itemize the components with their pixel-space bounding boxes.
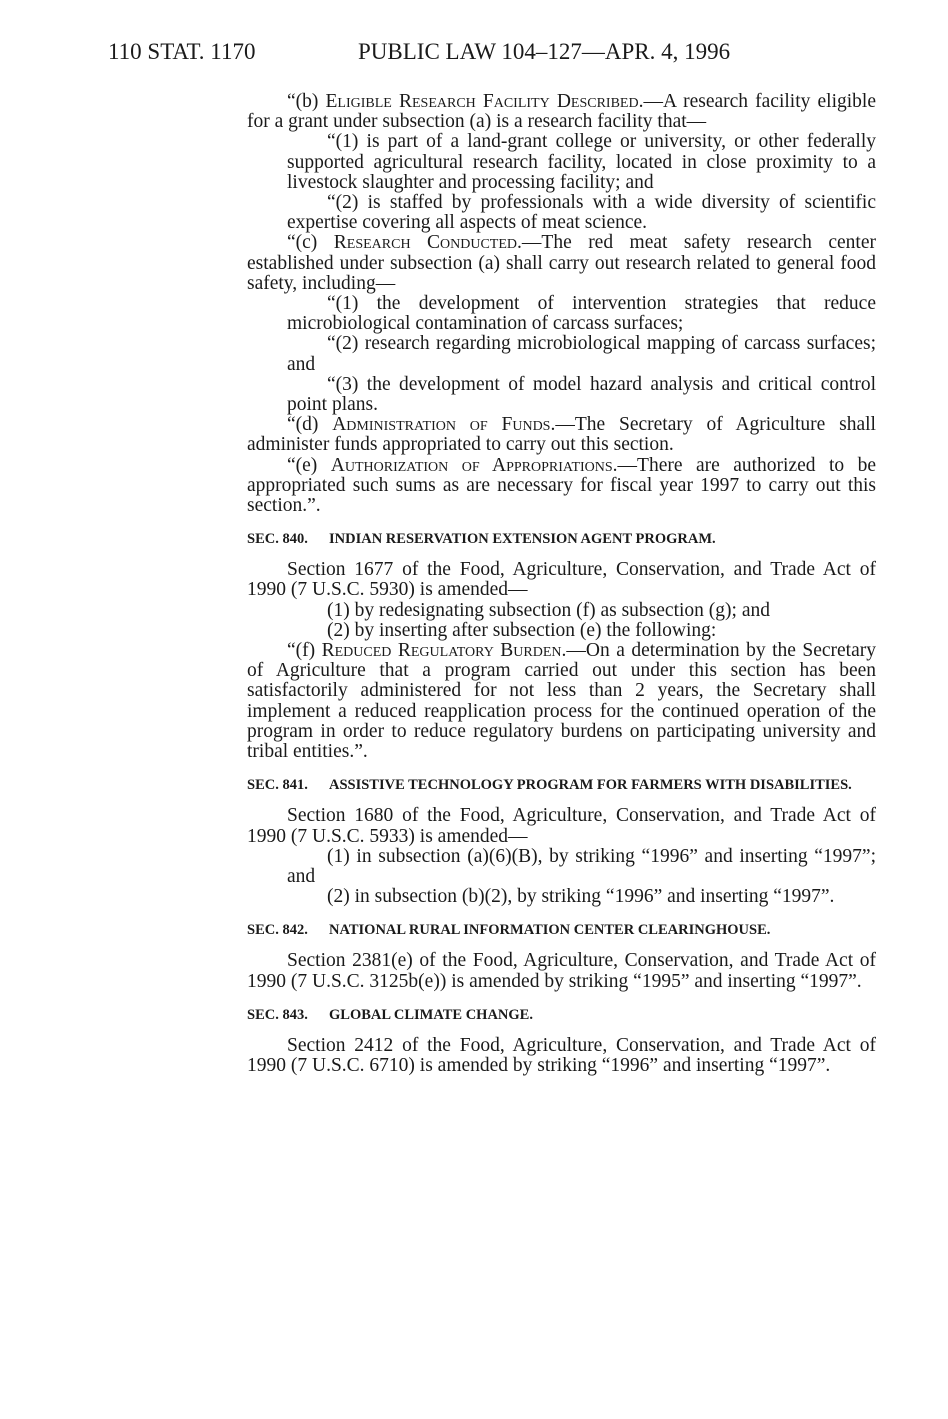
- section-title: NATIONAL RURAL INFORMATION CENTER CLEARINGHOUSE.: [329, 922, 771, 939]
- paragraph: (2) by inserting after subsection (e) the following:: [327, 619, 717, 641]
- subsection-b: “(b) Eligible Research Facility Described.—A research facility eligible for a grant under subsection (a) is a research facility that—: [247, 91, 876, 133]
- stat-citation: 110 STAT. 1170: [108, 39, 256, 64]
- subsection-heading: Research Conducted: [333, 232, 518, 254]
- subsection-e: “(e) Authorization of Appropriations.—There are authorized to be appropriated such sums as are necessary for fiscal year 1997 to carry out this section.”.: [247, 454, 876, 517]
- section-number: SEC. 840.: [247, 531, 308, 548]
- subsection-heading: Reduced Regulatory Burden: [321, 640, 562, 662]
- subsection-c: “(c) Research Conducted.—The red meat safety research center established under subsection (a) shall carry out research related to general food safety, including—: [247, 232, 876, 294]
- section-heading-842: [247, 921, 876, 940]
- section-heading-840: [247, 530, 876, 549]
- section-number: SEC. 843.: [247, 1006, 308, 1023]
- paragraph: “(1) is part of a land-grant college or university, or other federally supported agricultural research facility, located in close proximity to a livestock slaughter and processing facility; and: [287, 131, 876, 193]
- section-intro: Section 1680 of the Food, Agriculture, Conservation, and Trade Act of 1990 (7 U.S.C. 5933) is amended—: [247, 805, 876, 847]
- section-text: Section 2381(e) of the Food, Agriculture, Conservation, and Trade Act of 1990 (7 U.S.C. 3125b(e)) is amended by striking “1995” and inserting “1997”.: [247, 950, 876, 992]
- paragraph: “(1) the development of intervention strategies that reduce microbiological contamination of carcass surfaces;: [287, 293, 876, 335]
- paragraph: “(2) research regarding microbiological mapping of carcass surfaces; and: [287, 333, 876, 375]
- public-law-citation: PUBLIC LAW 104–127—APR. 4, 1996: [358, 39, 731, 64]
- paragraph: “(3) the development of model hazard analysis and critical control point plans.: [287, 373, 876, 416]
- section-number: SEC. 842.: [247, 922, 308, 939]
- section-title: GLOBAL CLIMATE CHANGE.: [329, 1006, 533, 1023]
- section-intro: Section 1677 of the Food, Agriculture, Conservation, and Trade Act of 1990 (7 U.S.C. 5930) is amended—: [247, 559, 876, 601]
- subsection-d: “(d) Administration of Funds.—The Secretary of Agriculture shall administer funds appropriated to carry out this section.: [247, 414, 876, 456]
- document-body: [247, 92, 876, 1076]
- section-number: SEC. 841.: [247, 777, 308, 794]
- subsection-f: “(f) Reduced Regulatory Burden.—On a determination by the Secretary of Agriculture that a program carried out under this section has been satisfactorily administered for not less than 2 years, the Secretary shall implement a reduced reapplication process for the continued operation of the program in order to reduce regulatory burdens on participating university and tribal entities.”.: [247, 640, 876, 763]
- paragraph: (1) by redesignating subsection (f) as subsection (g); and: [327, 599, 770, 621]
- section-title: ASSISTIVE TECHNOLOGY PROGRAM FOR FARMERS WITH DISABILITIES.: [329, 777, 852, 794]
- paragraph: (2) in subsection (b)(2), by striking “1996” and inserting “1997”.: [327, 886, 835, 908]
- section-heading-841: [247, 776, 876, 795]
- section-heading-843: [247, 1006, 876, 1025]
- section-text: Section 2412 of the Food, Agriculture, Conservation, and Trade Act of 1990 (7 U.S.C. 6710) is amended by striking “1996” and inserting “1997”.: [247, 1034, 876, 1076]
- subsection-heading: Administration of Funds: [332, 414, 551, 436]
- section-title: INDIAN RESERVATION EXTENSION AGENT PROGRAM.: [329, 531, 716, 548]
- subsection-heading: Eligible Research Facility Described: [325, 91, 639, 112]
- paragraph: “(2) is staffed by professionals with a wide diversity of scientific expertise covering all aspects of meat science.: [287, 192, 876, 234]
- paragraph: (1) in subsection (a)(6)(B), by striking “1996” and inserting “1997”; and: [287, 845, 876, 887]
- subsection-heading: Authorization of Appropriations: [330, 454, 613, 476]
- page-header: [108, 38, 868, 66]
